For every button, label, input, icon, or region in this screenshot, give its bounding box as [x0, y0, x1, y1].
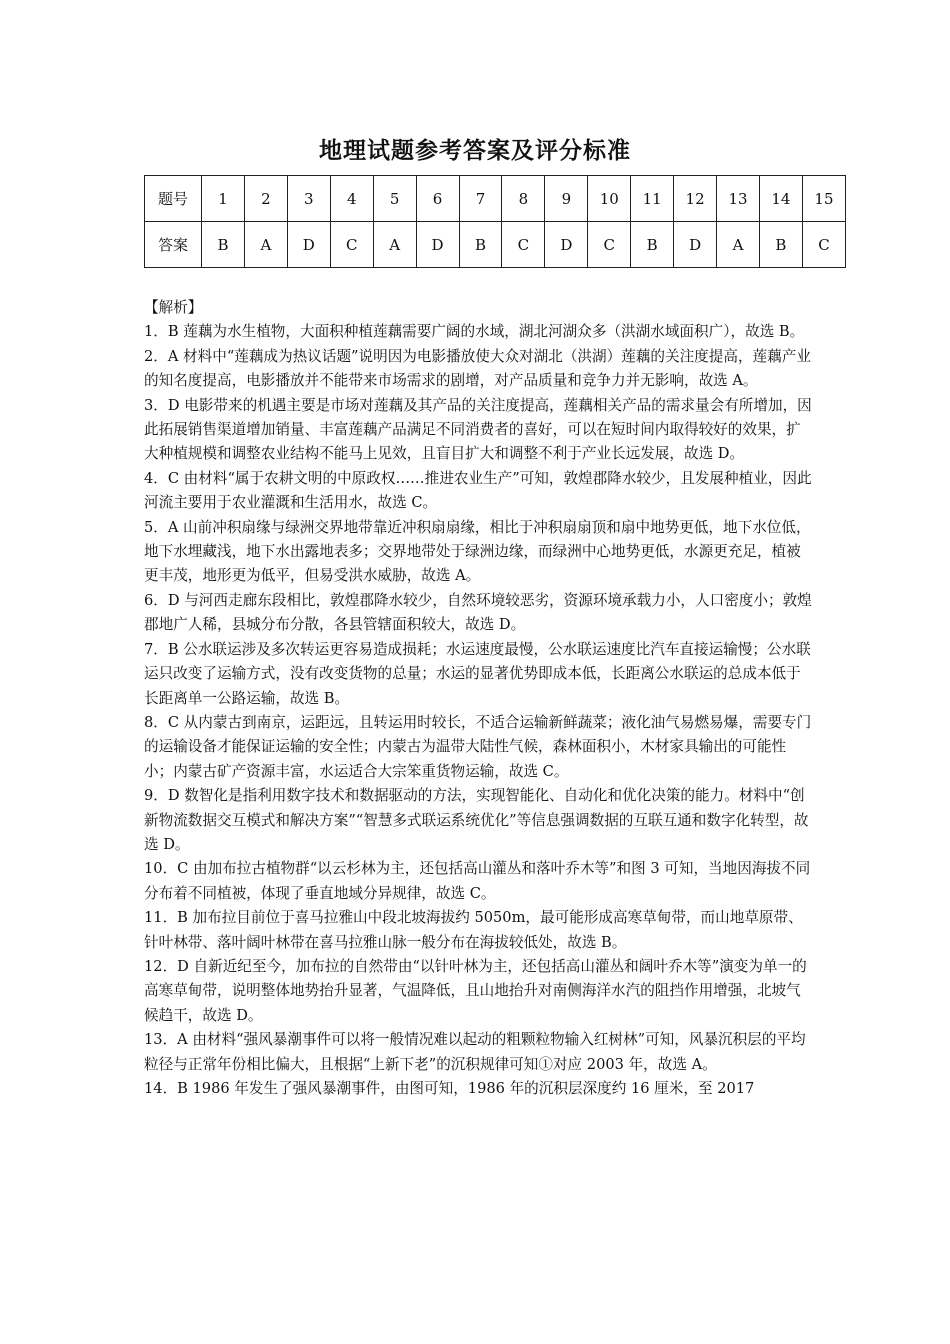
- analysis-item: 13．A 由材料“强风暴潮事件可以将一般情况难以起动的粗颗粒物输入红树林”可知，风暴沉积层的平均粒径与正常年份相比偏大，且根据“上新下老”的沉积规律可知①对应 2003 年，故选 A。: [144, 1031, 806, 1073]
- question-number-cell: 5: [373, 176, 416, 222]
- analysis-item: 12．D 自新近纪至今，加布拉的自然带由“以针叶林为主，还包括高山灌丛和阔叶乔木等”演变为单一的高寒草甸带，说明整体地势抬升显著，气温降低，且山地抬升对南侧海洋水汽的阻挡作用增强，北坡气候趋干，故选 D。: [144, 957, 807, 1024]
- question-number-cell: 11: [631, 176, 674, 222]
- answer-cell: A: [373, 222, 416, 268]
- analysis-item: 8．C 从内蒙古到南京，运距远，且转运用时较长，不适合运输新鲜蔬菜；液化油气易燃易爆，需要专门的运输设备才能保证运输的安全性；内蒙古为温带大陆性气候，森林面积小，木材家具输出的可能性小；内蒙古矿产资源丰富，水运适合大宗笨重货物运输，故选 C。: [144, 713, 812, 780]
- answer-cell: D: [287, 222, 330, 268]
- analysis-heading: 【解析】: [144, 299, 203, 316]
- question-number-cell: 2: [244, 176, 287, 222]
- analysis-item: 3．D 电影带来的机遇主要是市场对莲藕及其产品的关注度提高，莲藕相关产品的需求量会有所增加，因此拓展销售渠道增加销量、丰富莲藕产品满足不同消费者的喜好，可以在短时间内取得较好的效果，扩大种植规模和调整农业结构不能马上见效，且盲目扩大和调整不利于产业长远发展，故选 D。: [144, 396, 812, 463]
- answer-cell: D: [674, 222, 717, 268]
- answer-table: [144, 175, 846, 268]
- question-number-cell: 14: [759, 176, 802, 222]
- answer-cell: D: [416, 222, 459, 268]
- analysis-item: 6．D 与河西走廊东段相比，敦煌郡降水较少，自然环境较恶劣，资源环境承载力小，人口密度小；敦煌郡地广人稀，县城分布分散，各县管辖面积较大，故选 D。: [144, 591, 812, 634]
- question-number-cell: 7: [459, 176, 502, 222]
- question-number-cell: 6: [416, 176, 459, 222]
- question-number-cell: 1: [202, 176, 245, 222]
- answer-cell: C: [588, 222, 631, 268]
- question-number-row: [145, 176, 846, 222]
- answer-cell: B: [459, 222, 502, 268]
- analysis-item: 11．B 加布拉目前位于喜马拉雅山中段北坡海拔约 5050m，最可能形成高寒草甸带，而山地草原带、针叶林带、落叶阔叶林带在喜马拉雅山脉一般分布在海拔较低处，故选 B。: [144, 909, 803, 951]
- analysis-item: 1．B 莲藕为水生植物，大面积种植莲藕需要广阔的水域，湖北河湖众多（洪湖水域面积广），故选 B。: [144, 323, 805, 341]
- analysis-item: 9．D 数智化是指利用数字技术和数据驱动的方法，实现智能化、自动化和优化决策的能力。材料中“创新物流数据交互模式和解决方案”“智慧多式联运系统优化”等信息强调数据的互联互通和数字化转型，故选 D。: [144, 787, 809, 853]
- answer-cell: B: [631, 222, 674, 268]
- answer-row: [145, 222, 846, 268]
- analysis-item: 10．C 由加布拉古植物群“以云杉林为主，还包括高山灌丛和落叶乔木等”和图 3 可知，当地因海拔不同分布着不同植被，体现了垂直地域分异规律，故选 C。: [144, 860, 811, 902]
- analysis-item: 2．A 材料中“莲藕成为热议话题”说明因为电影播放使大众对湖北（洪湖）莲藕的关注度提高，莲藕产业的知名度提高，电影播放并不能带来市场需求的剧增，对产品质量和竞争力并无影响，故选 A。: [144, 347, 811, 390]
- analysis-item: 7．B 公水联运涉及多次转运更容易造成损耗；水运速度最慢，公水联运速度比汽车直接运输慢；公水联运只改变了运输方式，没有改变货物的总量；水运的显著优势即成本低，长距离公水联运的总成本低于长距离单一公路运输，故选 B。: [144, 640, 811, 707]
- row-label-answer: 答案: [145, 222, 202, 268]
- question-number-cell: 3: [287, 176, 330, 222]
- page-title: 地理试题参考答案及评分标准: [319, 138, 631, 164]
- answer-cell: B: [759, 222, 802, 268]
- row-label-question-number: 题号: [145, 176, 202, 222]
- question-number-cell: 9: [545, 176, 588, 222]
- analysis-item: 5．A 山前冲积扇缘与绿洲交界地带靠近冲积扇扇缘，相比于冲积扇扇顶和扇中地势更低，地下水位低，地下水埋藏浅，地下水出露地表多；交界地带处于绿洲边缘，而绿洲中心地势更低，水源更充足，植被更丰茂，地形更为低平，但易受洪水威胁，故选 A。: [144, 518, 811, 585]
- answer-cell: C: [802, 222, 845, 268]
- answer-cell: A: [717, 222, 760, 268]
- answer-cell: B: [202, 222, 245, 268]
- question-number-cell: 12: [674, 176, 717, 222]
- question-number-cell: 4: [330, 176, 373, 222]
- analysis-section: [144, 296, 814, 1101]
- question-number-cell: 13: [717, 176, 760, 222]
- answer-cell: D: [545, 222, 588, 268]
- answer-cell: C: [330, 222, 373, 268]
- question-number-cell: 15: [802, 176, 845, 222]
- question-number-cell: 10: [588, 176, 631, 222]
- answer-cell: C: [502, 222, 545, 268]
- answer-cell: A: [244, 222, 287, 268]
- question-number-cell: 8: [502, 176, 545, 222]
- analysis-item: 14．B 1986 年发生了强风暴潮事件，由图可知，1986 年的沉积层深度约 16 厘米，至 2017: [144, 1080, 755, 1097]
- analysis-item: 4．C 由材料“属于农耕文明的中原政权……推进农业生产”可知，敦煌郡降水较少，且发展种植业，因此河流主要用于农业灌溉和生活用水，故选 C。: [144, 469, 812, 512]
